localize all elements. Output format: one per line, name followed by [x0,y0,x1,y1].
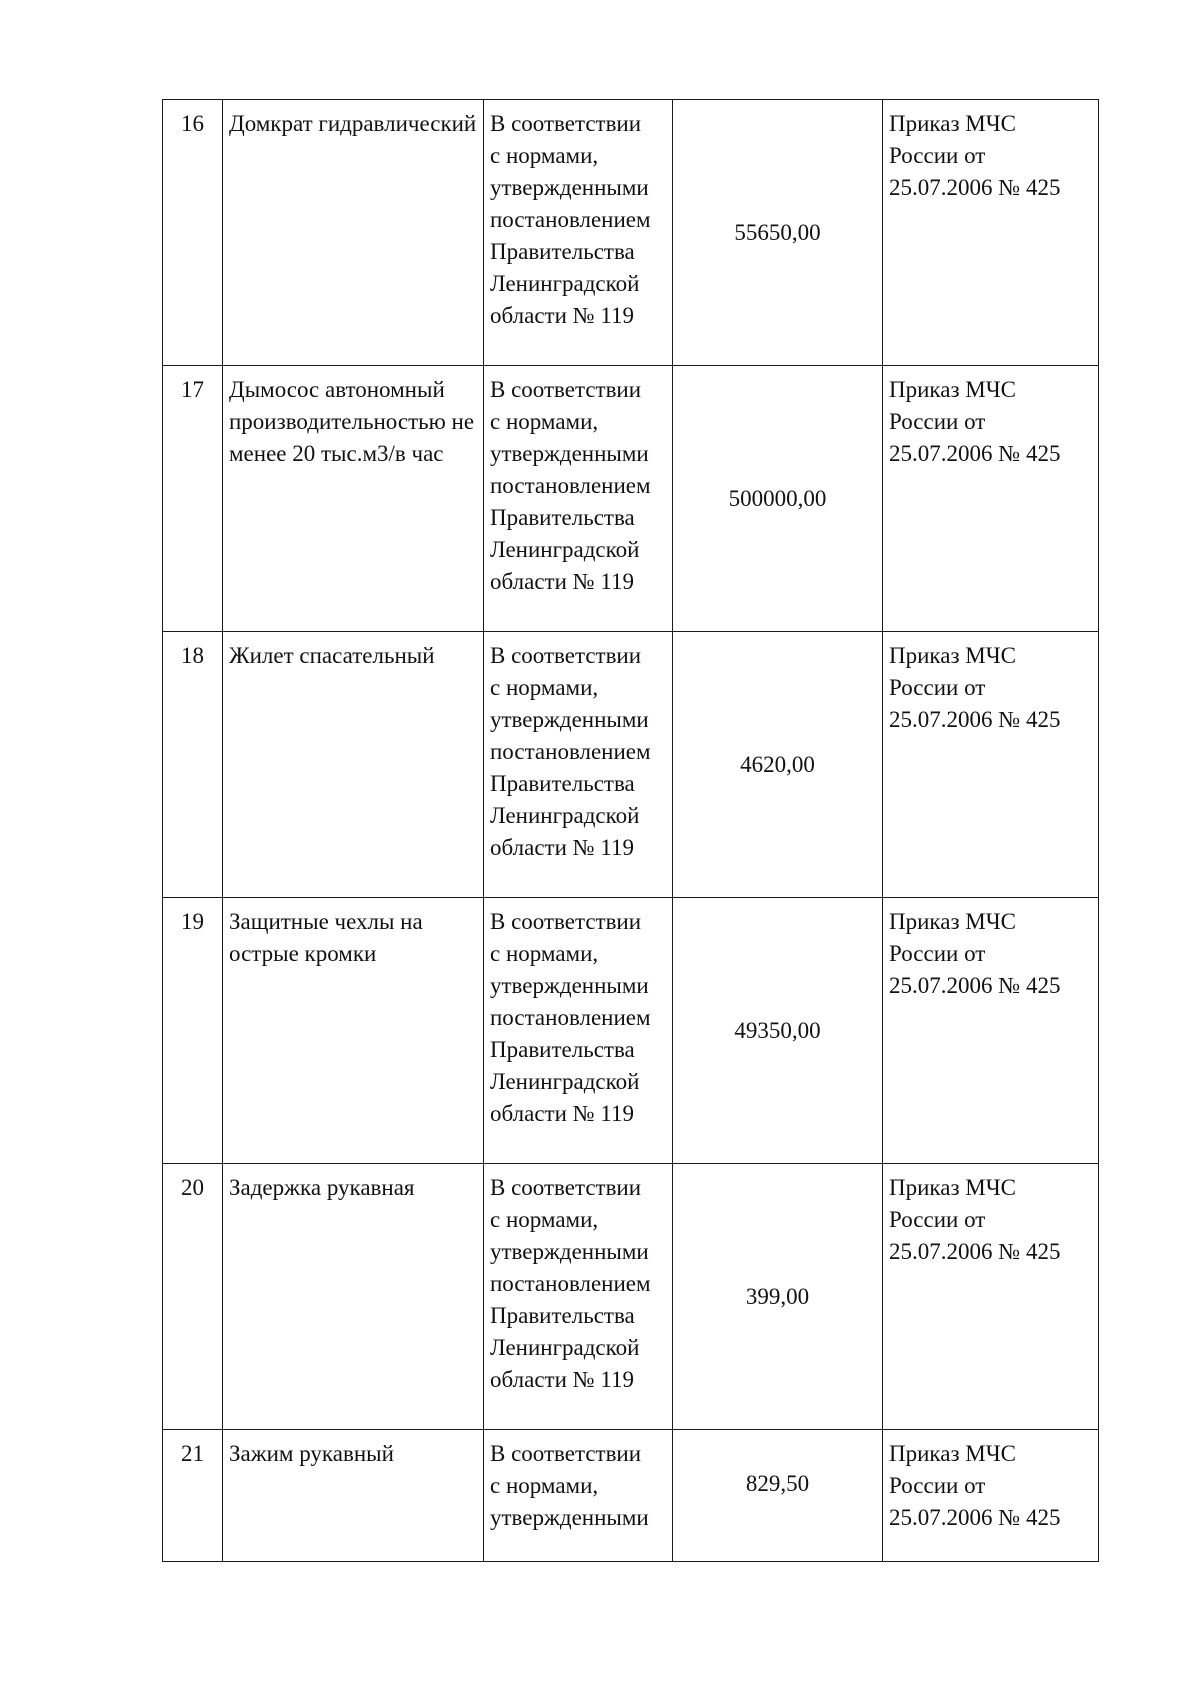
table-row [163,366,1099,632]
item-name: Дымосос автономный производительностью не менее 20 тыс.м3/в час [223,366,484,632]
price-value: 829,50 [673,1430,883,1562]
order-reference: Приказ МЧС России от 25.07.2006 № 425 [883,366,1099,632]
basis-text: В соответствии с нормами, утвержденными постановлением Правительства Ленинградской области № 119 [484,632,673,898]
item-name: Домкрат гидравлический [223,100,484,366]
row-number: 18 [163,632,223,898]
order-reference: Приказ МЧС России от 25.07.2006 № 425 [883,898,1099,1164]
order-reference: Приказ МЧС России от 25.07.2006 № 425 [883,1164,1099,1430]
order-reference: Приказ МЧС России от 25.07.2006 № 425 [883,100,1099,366]
row-number: 16 [163,100,223,366]
item-name: Зажим рукавный [223,1430,484,1562]
item-name: Жилет спасательный [223,632,484,898]
item-name: Задержка рукавная [223,1164,484,1430]
table-row [163,1430,1099,1562]
item-name: Защитные чехлы на острые кромки [223,898,484,1164]
table-row [163,1164,1099,1430]
row-number: 19 [163,898,223,1164]
table-row [163,898,1099,1164]
basis-text: В соответствии с нормами, утвержденными постановлением Правительства Ленинградской области № 119 [484,366,673,632]
table-row [163,632,1099,898]
price-value: 4620,00 [673,632,883,898]
table-row [163,100,1099,366]
basis-text: В соответствии с нормами, утвержденными постановлением Правительства Ленинградской области № 119 [484,1164,673,1430]
order-reference: Приказ МЧС России от 25.07.2006 № 425 [883,1430,1099,1562]
order-reference: Приказ МЧС России от 25.07.2006 № 425 [883,632,1099,898]
basis-text: В соответствии с нормами, утвержденными постановлением Правительства Ленинградской области № 119 [484,898,673,1164]
price-value: 49350,00 [673,898,883,1164]
row-number: 20 [163,1164,223,1430]
price-value: 55650,00 [673,100,883,366]
basis-text: В соответствии с нормами, утвержденными [484,1430,673,1562]
price-value: 500000,00 [673,366,883,632]
basis-text: В соответствии с нормами, утвержденными постановлением Правительства Ленинградской области № 119 [484,100,673,366]
row-number: 21 [163,1430,223,1562]
price-value: 399,00 [673,1164,883,1430]
row-number: 17 [163,366,223,632]
equipment-norms-table [162,99,1099,1562]
